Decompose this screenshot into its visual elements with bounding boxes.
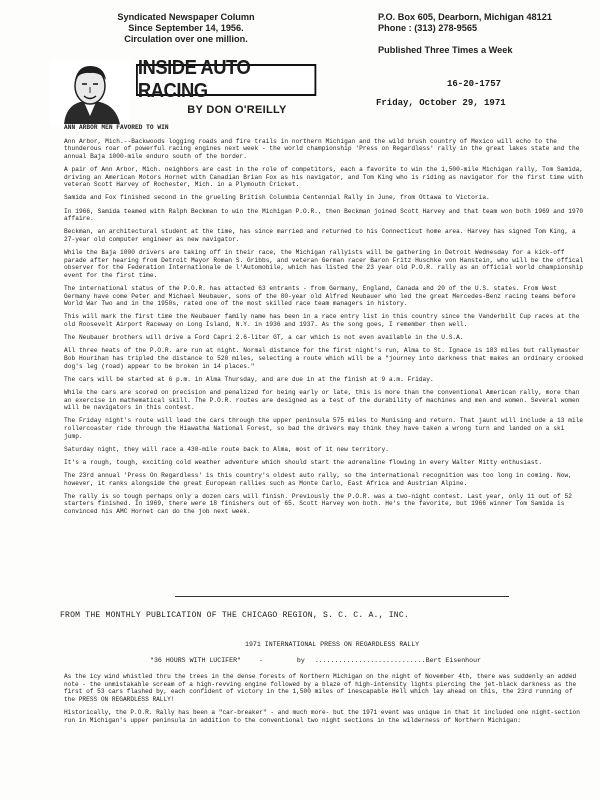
article-paragraph: In 1966, Samida teamed with Ralph Beckman to win the Michigan P.O.R., then Beckman joined Scott Harvey and that team won both 1969 and 1970 affaire. — [64, 207, 584, 223]
column-byline: BY DON O'REILLY — [187, 104, 287, 116]
article-paragraph: This will mark the first time the Neubauer family name has been in a race entry list in this country since the Vanderbilt Cup races at the old Roosevelt Airport Raceway on Long Island, N.Y. in 1936 and 1937. As the song goes, I remember then well. — [64, 313, 580, 329]
article-paragraph: While the Baja 1000 drivers are taking off in their race, the Michigan rallyists will be gathering in Detroit Wednesday for a kick-off parade after hearing from Detroit Mayor Roman S. Gribbs, and veteran German racer Baron Fritz Huschke von Hanstein, who will be the offical observer for the Federation Internationale de l'Automobile, which has listed the 23 year old P.O.R. rally as an official world championship event for the first time. — [64, 249, 584, 279]
masthead-line: Circulation over one million. — [124, 34, 248, 44]
address-line: P.O. Box 605, Dearborn, Michigan 48121 — [378, 12, 552, 22]
article-paragraph: The cars will be started at 6 p.m. in Alma Thursday, and are due in at the finish at 9 a.m. Friday. — [64, 375, 434, 383]
article-paragraph: While the cars are scored on precision and penalized for being early or late, this is more than the conventional American rally, more than an exercise in mathematical skill. The P.O.R. routes are designed as a test of the durability of machines and men and women. Several women will be navigators in this contest. — [64, 388, 580, 412]
publication-frequency: Published Three Times a Week — [378, 45, 513, 55]
article-paragraph: It's a rough, tough, exciting cold weather adventure which should start the adrenaline flowing in every Walter Mitty enthusiast. — [64, 458, 543, 466]
article-paragraph: The 23rd annual 'Press On Regardless' is this country's oldest auto rally, so the international recognition was too long in coming. Now, however, it ranks alongside the great European rallies such as Monte Carlo, East Africa and Austrian Alpine. — [64, 472, 572, 487]
byline-leader: ............................ — [314, 657, 426, 664]
article-paragraph: The rally is so tough perhaps only a dozen cars will finish. Previously the P.O.R. was a two-night contest. Last year, only 11 out of 52 starters finished. In 1969, there were 18 finishers out of 65. Scott Harvey won both. He's the favorite, but 1966 winner Tom Samida is convinced his AMC Hornet can do the job next week. — [64, 492, 572, 516]
story-author: Bert Eisenhour — [425, 657, 482, 664]
byline-by: by — [296, 657, 305, 664]
story-title: "36 HOURS WITH LUCIFER" — [150, 657, 242, 664]
article-paragraph: A pair of Ann Arbor, Mich. neighbors are cast in the role of competitors, each a favorite to win the 1,500-mile Michigan rally, Tom Samida, driving an American Motors Hornet with Canadian Brian Fox as his navigator, and Tom King who is riding as navigator for the first time with veteran Scott Harvey of Rochester, Mich. in a Plymouth Cricket. — [64, 165, 584, 189]
reprint-subtitle: 1971 INTERNATIONAL PRESS ON REGARDLESS RALLY — [245, 641, 420, 648]
reprint-paragraph: Historically, the P.O.R. Rally has been a "car-breaker" - and much more- but the 1971 event was unique in that it included one night-section run in Michigan's upper peninsula in addition to the conventional two night sections in the wilderness of Northern Michigan: — [64, 708, 580, 724]
column-title: INSIDE AUTO RACING — [136, 64, 316, 96]
article-paragraph: All three heats of the P.O.R. are run at night. Normal distance for the first night's run, Alma to St. Ignace is 183 miles but rallymaster Bob Hourihan has tripled the distance to 520 miles, selecting a route which will be a "journey into darkness that makes an ordinary crooked dog's leg (road) appear to be broken in 14 places." — [64, 347, 584, 370]
reprint-body — [64, 673, 584, 730]
issue-date: Friday, October 29, 1971 — [376, 98, 506, 108]
masthead-left — [86, 12, 286, 45]
author-portrait-icon — [50, 60, 130, 126]
section-divider — [175, 596, 509, 597]
reprint-heading: FROM THE MONTHLY PUBLICATION OF THE CHICAGO REGION, S. C. C. A., INC. — [60, 611, 409, 620]
phone-line: Phone : (313) 278-9565 — [378, 23, 478, 33]
article-paragraph: The Neubauer brothers will drive a Ford Capri 2.6-liter GT, a car which is not even available in the U.S.A. — [64, 334, 464, 342]
article-paragraph: The international status of the P.O.R. has attacted 63 entrants - from Germany, England, Canada and 20 of the U.S. states. From West Germany have come Peter and Michael Neubauer, sons of the 80-year old Alfred Neubauer who led the great Mercedes-Benz racing teams before World War Two and in the 1950s, rated one of the most skilled race team managers in history. — [64, 285, 576, 308]
article-paragraph: The Friday night's route will lead the cars through the upper peninsula 575 miles to Munising and return. That jaunt will include a 13 mile rollercoaster ride through the Hiawatha National Forest, so bad the drivers may think they have taken a wrong turn and landed on a ski jump. — [64, 417, 584, 440]
title-dash: - — [258, 657, 263, 664]
article-headline: ANN ARBOR MEN FAVORED TO WIN — [64, 124, 169, 131]
article-paragraph: Ann Arbor, Mich.--Backwoods logging roads and fire trails in northern Michigan and the wild brush country of Mexico will echo to the thunderous roar of powerful racing engines next week - the world championship 'Press on Regardless' rally in the great lakes state and the annual Baja 1000-mile enduro south of the border. — [64, 137, 580, 160]
article-body — [64, 124, 584, 521]
reference-code: 16-20-1757 — [447, 79, 502, 89]
column-logo — [50, 57, 340, 126]
story-title-line — [150, 657, 550, 664]
article-paragraph: Samida and Fox finished second in the grueling British Columbia Centennial Rally in June, from Ottawa to Victoria. — [64, 194, 490, 202]
article-paragraph: Saturday night, they will race a 430-mile route back to Alma, most of it new territory. — [64, 445, 389, 453]
reprint-paragraph: As the icy wind whistled thru the trees in the dense forests of Northern Michigan on the night of November 4th, there was suddenly an added note - the unmistakable scream of a high-revving engine followed by a blaze of high-intensity lights piercing the jet-black darkness as the first of 53 cars flashed by, each confident of victory in the 1,500 miles of inescapable Hell which lay ahead on this, the 23rd running of the PRESS ON REGARDLESS RALLY! — [64, 673, 577, 703]
article-paragraph: Beckman, an architectural student at the time, has since married and returned to his Connecticut home area. Harvey has signed Tom King, a 27-year old computer engineer as new navigator. — [64, 228, 576, 243]
masthead-line: Syndicated Newspaper Column — [117, 12, 255, 22]
masthead-line: Since September 14, 1956. — [128, 23, 244, 33]
masthead-right — [378, 12, 593, 56]
